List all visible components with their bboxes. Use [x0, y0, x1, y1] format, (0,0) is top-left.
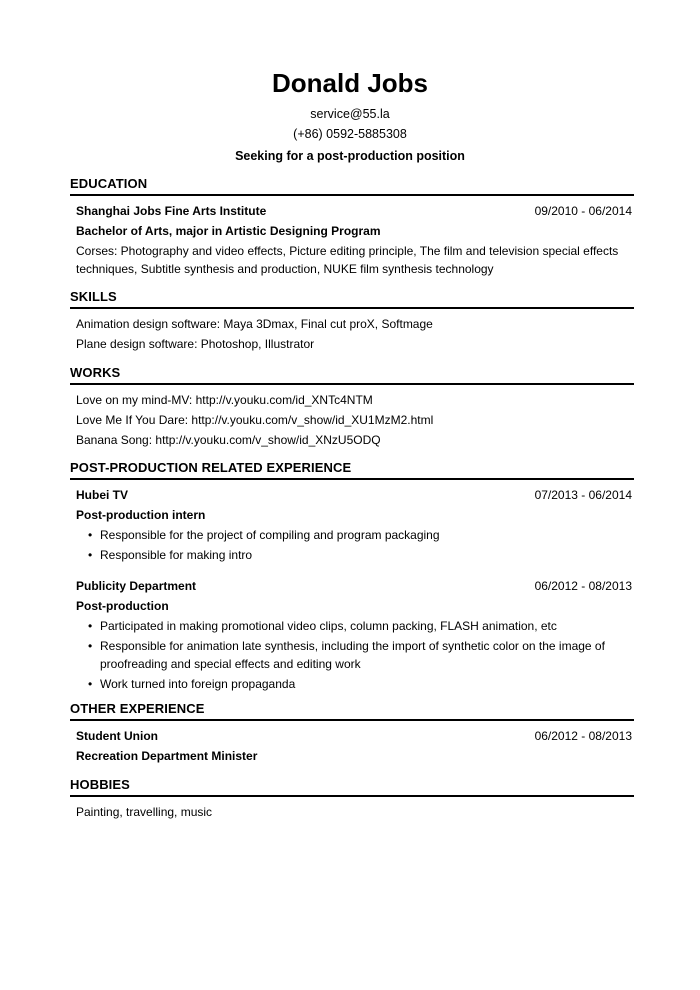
works-heading: WORKS — [70, 364, 634, 385]
work-item: Banana Song: http://v.youku.com/v_show/id_XNzU5ODQ — [76, 433, 381, 447]
job-bullet-text: Responsible for the project of compiling and program packaging — [100, 528, 440, 542]
other-role: Recreation Department Minister — [76, 749, 258, 763]
job-bullet — [88, 546, 625, 564]
job-role: Post-production intern — [76, 508, 206, 522]
education-courses: Corses: Photography and video effects, Picture editing principle, The film and television special effects techniques, Subtitle synthesis and production, NUKE film synthesis technology — [76, 244, 619, 276]
other-org-row — [76, 727, 632, 745]
education-degree: Bachelor of Arts, major in Artistic Designing Program — [76, 224, 381, 238]
job-bullet — [88, 526, 625, 544]
job-org: Hubei TV — [76, 488, 129, 502]
job-bullet-text: Responsible for making intro — [100, 548, 253, 562]
job-bullet — [88, 637, 625, 673]
post-production-heading: POST-PRODUCTION RELATED EXPERIENCE — [70, 459, 634, 480]
job-bullet-text: Participated in making promotional video clips, column packing, FLASH animation, etc — [100, 619, 557, 633]
work-item: Love on my mind-MV: http://v.youku.com/id_XNTc4NTM — [76, 393, 373, 407]
job-dates: 06/2012 - 08/2013 — [534, 579, 632, 593]
other-experience-heading: OTHER EXPERIENCE — [70, 700, 634, 721]
job-bullet-text: Responsible for animation late synthesis, including the import of synthetic color on the image of proofreading and special effects and editing work — [100, 639, 605, 671]
education-section — [70, 175, 634, 278]
job-bullet-list — [88, 526, 634, 564]
skill-item: Plane design software: Photoshop, Illustrator — [76, 337, 315, 351]
skill-item: Animation design software: Maya 3Dmax, Final cut proX, Softmage — [76, 317, 433, 331]
other-experience-section — [70, 700, 634, 765]
hobbies-text: Painting, travelling, music — [76, 805, 213, 819]
works-section — [70, 364, 634, 449]
candidate-name: Donald Jobs — [271, 68, 428, 98]
bullet-icon: • — [88, 677, 93, 691]
job-bullet-text: Work turned into foreign propaganda — [100, 677, 296, 691]
post-production-section — [70, 459, 634, 693]
bullet-icon: • — [88, 639, 93, 653]
job-dates: 07/2013 - 06/2014 — [534, 488, 632, 502]
education-dates: 09/2010 - 06/2014 — [534, 204, 632, 218]
skills-heading: SKILLS — [70, 288, 634, 309]
hobbies-heading: HOBBIES — [70, 776, 634, 797]
bullet-icon: • — [88, 619, 93, 633]
career-objective: Seeking for a post-production position — [235, 149, 465, 163]
education-heading: EDUCATION — [70, 175, 634, 196]
contact-phone: (+86) 0592-5885308 — [293, 127, 407, 141]
bullet-icon: • — [88, 528, 93, 542]
contact-email: service@55.la — [310, 107, 390, 121]
hobbies-section — [70, 776, 634, 821]
other-org: Student Union — [76, 729, 158, 743]
work-item: Love Me If You Dare: http://v.youku.com/v_show/id_XU1MzM2.html — [76, 413, 434, 427]
job-org-row — [76, 577, 632, 595]
skills-section — [70, 288, 634, 353]
education-school-row — [76, 202, 632, 220]
job-org: Publicity Department — [76, 579, 197, 593]
job-role: Post-production — [76, 599, 169, 613]
job-org-row — [76, 486, 632, 504]
bullet-icon: • — [88, 548, 93, 562]
job-bullet-list — [88, 617, 634, 693]
job-bullet — [88, 617, 625, 635]
education-school: Shanghai Jobs Fine Arts Institute — [76, 204, 267, 218]
other-dates: 06/2012 - 08/2013 — [534, 729, 632, 743]
job-bullet — [88, 675, 625, 693]
